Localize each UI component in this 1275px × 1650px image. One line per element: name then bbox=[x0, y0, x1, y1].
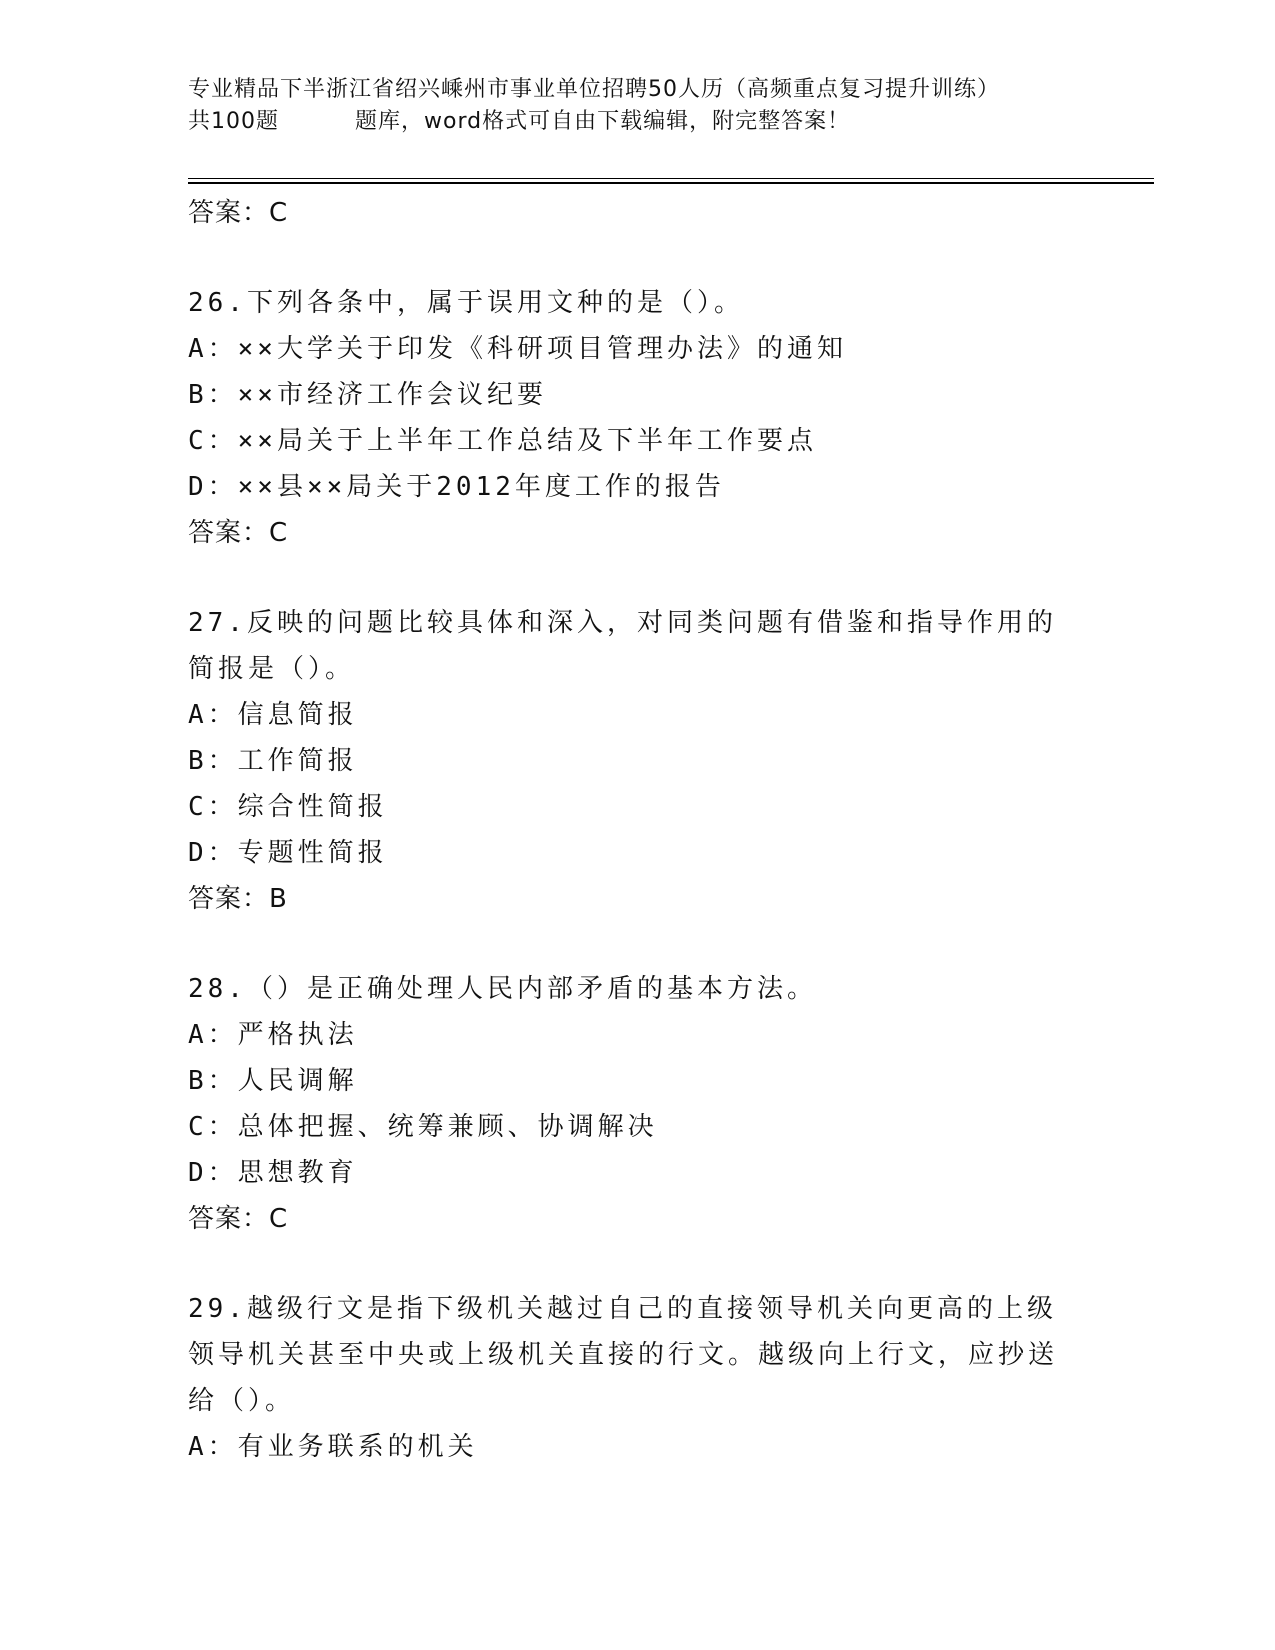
header-title-line2 bbox=[188, 106, 1148, 138]
question-item bbox=[188, 280, 1088, 556]
header-divider-thin bbox=[188, 178, 1154, 179]
answer-line: 答案：C bbox=[188, 1204, 289, 1234]
question-list bbox=[188, 190, 1088, 1470]
question-stem: 26.下列各条中，属于误用文种的是（）。 bbox=[188, 288, 744, 318]
option-a: A：信息简报 bbox=[188, 700, 358, 730]
header-description: 题库，word格式可自由下载编辑，附完整答案！ bbox=[355, 109, 851, 134]
option-d: D：思想教育 bbox=[188, 1158, 358, 1188]
header-divider-thick bbox=[188, 182, 1154, 184]
answer-line: 答案：C bbox=[188, 518, 289, 548]
document-header bbox=[188, 74, 1148, 138]
question-stem: 29.越级行文是指下级机关越过自己的直接领导机关向更高的上级领导机关甚至中央或上级机关直接的行文。越级向上行文，应抄送给（）。 bbox=[188, 1294, 1059, 1416]
option-a: A：有业务联系的机关 bbox=[188, 1432, 478, 1462]
option-d: D：专题性简报 bbox=[188, 838, 388, 868]
answer-line: 答案：C bbox=[188, 198, 289, 228]
option-b: B：××市经济工作会议纪要 bbox=[188, 380, 547, 410]
option-c: C：××局关于上半年工作总结及下半年工作要点 bbox=[188, 426, 817, 456]
option-d: D：××县××局关于2012年度工作的报告 bbox=[188, 472, 725, 502]
question-item bbox=[188, 1286, 1088, 1470]
option-b: B：工作简报 bbox=[188, 746, 358, 776]
question-stem: 27.反映的问题比较具体和深入，对同类问题有借鉴和指导作用的简报是（）。 bbox=[188, 608, 1057, 684]
option-b: B：人民调解 bbox=[188, 1066, 358, 1096]
question-stem: 28.（）是正确处理人民内部矛盾的基本方法。 bbox=[188, 974, 817, 1004]
option-a: A：严格执法 bbox=[188, 1020, 358, 1050]
question-item bbox=[188, 966, 1088, 1242]
answer-line: 答案：B bbox=[188, 884, 288, 914]
option-a: A：××大学关于印发《科研项目管理办法》的通知 bbox=[188, 334, 847, 364]
header-question-count: 共100题 bbox=[188, 109, 279, 134]
header-title-line1: 专业精品下半浙江省绍兴嵊州市事业单位招聘50人历（高频重点复习提升训练） bbox=[188, 77, 1000, 102]
question-item bbox=[188, 600, 1088, 922]
option-c: C：总体把握、统筹兼顾、协调解决 bbox=[188, 1112, 658, 1142]
option-c: C：综合性简报 bbox=[188, 792, 388, 822]
